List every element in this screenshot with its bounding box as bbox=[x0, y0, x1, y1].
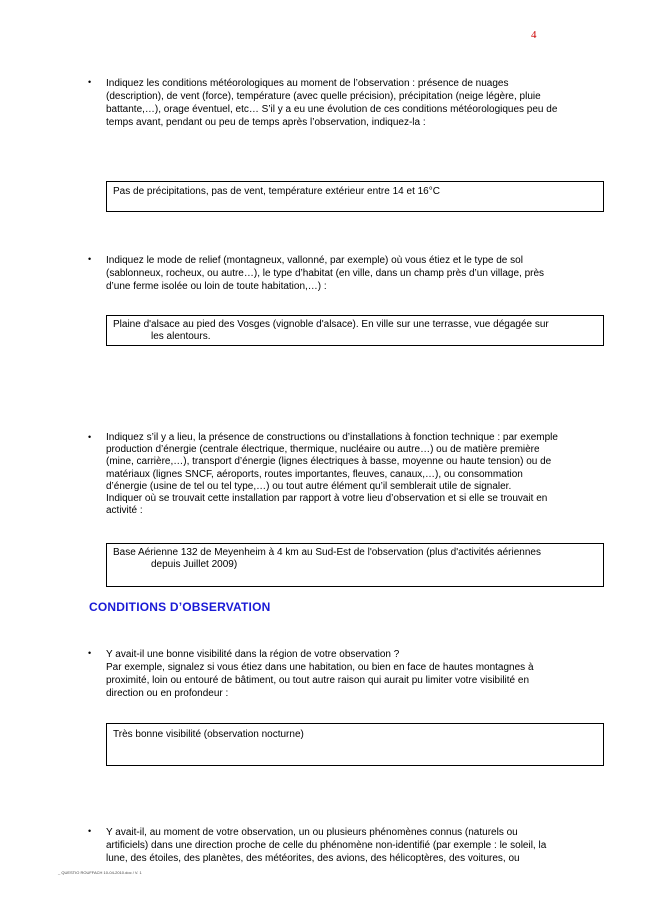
question-phenomena bbox=[106, 826, 606, 865]
answer-line: Base Aérienne 132 de Meyenheim à 4 km au Sud-Est de l'observation (plus d'activités aériennes bbox=[113, 547, 541, 558]
question-line: Par exemple, signalez si vous étiez dans une habitation, ou bien en face de hautes montagnes à bbox=[106, 662, 534, 673]
bullet-icon: • bbox=[88, 77, 92, 87]
bullet-icon: • bbox=[88, 254, 92, 264]
bullet-icon: • bbox=[88, 432, 92, 442]
answer-line: depuis Juillet 2009) bbox=[151, 559, 238, 570]
question-line: Y avait-il une bonne visibilité dans la région de votre observation ? bbox=[106, 649, 400, 660]
question-line: proximité, loin ou entouré de bâtiment, ou tout autre raison qui aurait pu limiter votre visibilité en bbox=[106, 675, 530, 686]
answer-box-relief[interactable] bbox=[106, 315, 604, 346]
question-line: temps avant, pendant ou peu de temps après l’observation, indiquez-la : bbox=[106, 117, 426, 128]
question-visibility bbox=[106, 648, 606, 700]
answer-box-weather[interactable] bbox=[106, 181, 604, 212]
question-line: matériaux (lignes SNCF, aéroports, routes importantes, fleuves, canaux,…), ou consommation bbox=[106, 468, 523, 480]
bullet-icon: • bbox=[88, 826, 92, 836]
question-line: direction ou en profondeur : bbox=[106, 688, 229, 699]
question-relief bbox=[106, 254, 606, 293]
question-line: d’une ferme isolée ou loin de toute habitation,…) : bbox=[106, 281, 327, 292]
question-line: activité : bbox=[106, 505, 143, 517]
question-line: Y avait-il, au moment de votre observation, un ou plusieurs phénomènes connus (naturels ou bbox=[106, 827, 518, 838]
answer-box-visibility[interactable] bbox=[106, 723, 604, 766]
question-line: Indiquer où se trouvait cette installation par rapport à votre lieu d’observation et si elle se trouvait en bbox=[106, 493, 548, 505]
question-installations bbox=[106, 432, 606, 517]
answer-line: Très bonne visibilité (observation nocturne) bbox=[113, 729, 304, 740]
question-line: Indiquez les conditions météorologiques au moment de l’observation : présence de nuages bbox=[106, 78, 509, 89]
section-title: CONDITIONS D’OBSERVATION bbox=[89, 600, 271, 614]
answer-line: Plaine d'alsace au pied des Vosges (vignoble d'alsace). En ville sur une terrasse, vue dégagée sur bbox=[113, 319, 549, 330]
question-line: (sablonneux, rocheux, ou autre…), le type d’habitat (en ville, dans un champ près d’un village, près bbox=[106, 268, 545, 279]
question-line: Indiquez le mode de relief (montagneux, vallonné, par exemple) où vous étiez et le type de sol bbox=[106, 255, 523, 266]
question-line: Indiquez s’il y a lieu, la présence de constructions ou d’installations à fonction technique : par exemple bbox=[106, 432, 558, 443]
page-number: 4 bbox=[531, 29, 537, 41]
bullet-icon: • bbox=[88, 648, 92, 658]
answer-line: Pas de précipitations, pas de vent, température extérieur entre 14 et 16°C bbox=[113, 186, 440, 197]
question-line: battante,…), orage éventuel, etc… S’il y a eu une évolution de ces conditions météorologiques peu de bbox=[106, 104, 558, 115]
answer-box-installations[interactable] bbox=[106, 543, 604, 587]
question-line: d’énergie (usine de tel ou tel type,…) ou tout autre élément qu’il semblerait utile de signaler. bbox=[106, 480, 512, 492]
answer-line: les alentours. bbox=[151, 331, 211, 342]
question-line: (description), de vent (force), température (avec quelle précision), précipitation (neige légère, pluie bbox=[106, 91, 541, 102]
question-line: (mine, carrière,…), transport d’énergie (lignes électriques à basse, moyenne ou haute tension) ou de bbox=[106, 456, 552, 468]
question-weather bbox=[106, 77, 606, 129]
question-line: artificiels) dans une direction proche de celle du phénomène non-identifié (par exemple : le soleil, la bbox=[106, 840, 547, 851]
footer: _ QUESTIO ROUFFACH 10-04-2010.doc / V. 1 bbox=[58, 870, 142, 875]
question-line: production d’énergie (centrale électrique, thermique, nucléaire ou autre…) ou de matière première bbox=[106, 444, 540, 456]
question-line: lune, des étoiles, des planètes, des météorites, des avions, des hélicoptères, des voitures, ou bbox=[106, 853, 520, 864]
